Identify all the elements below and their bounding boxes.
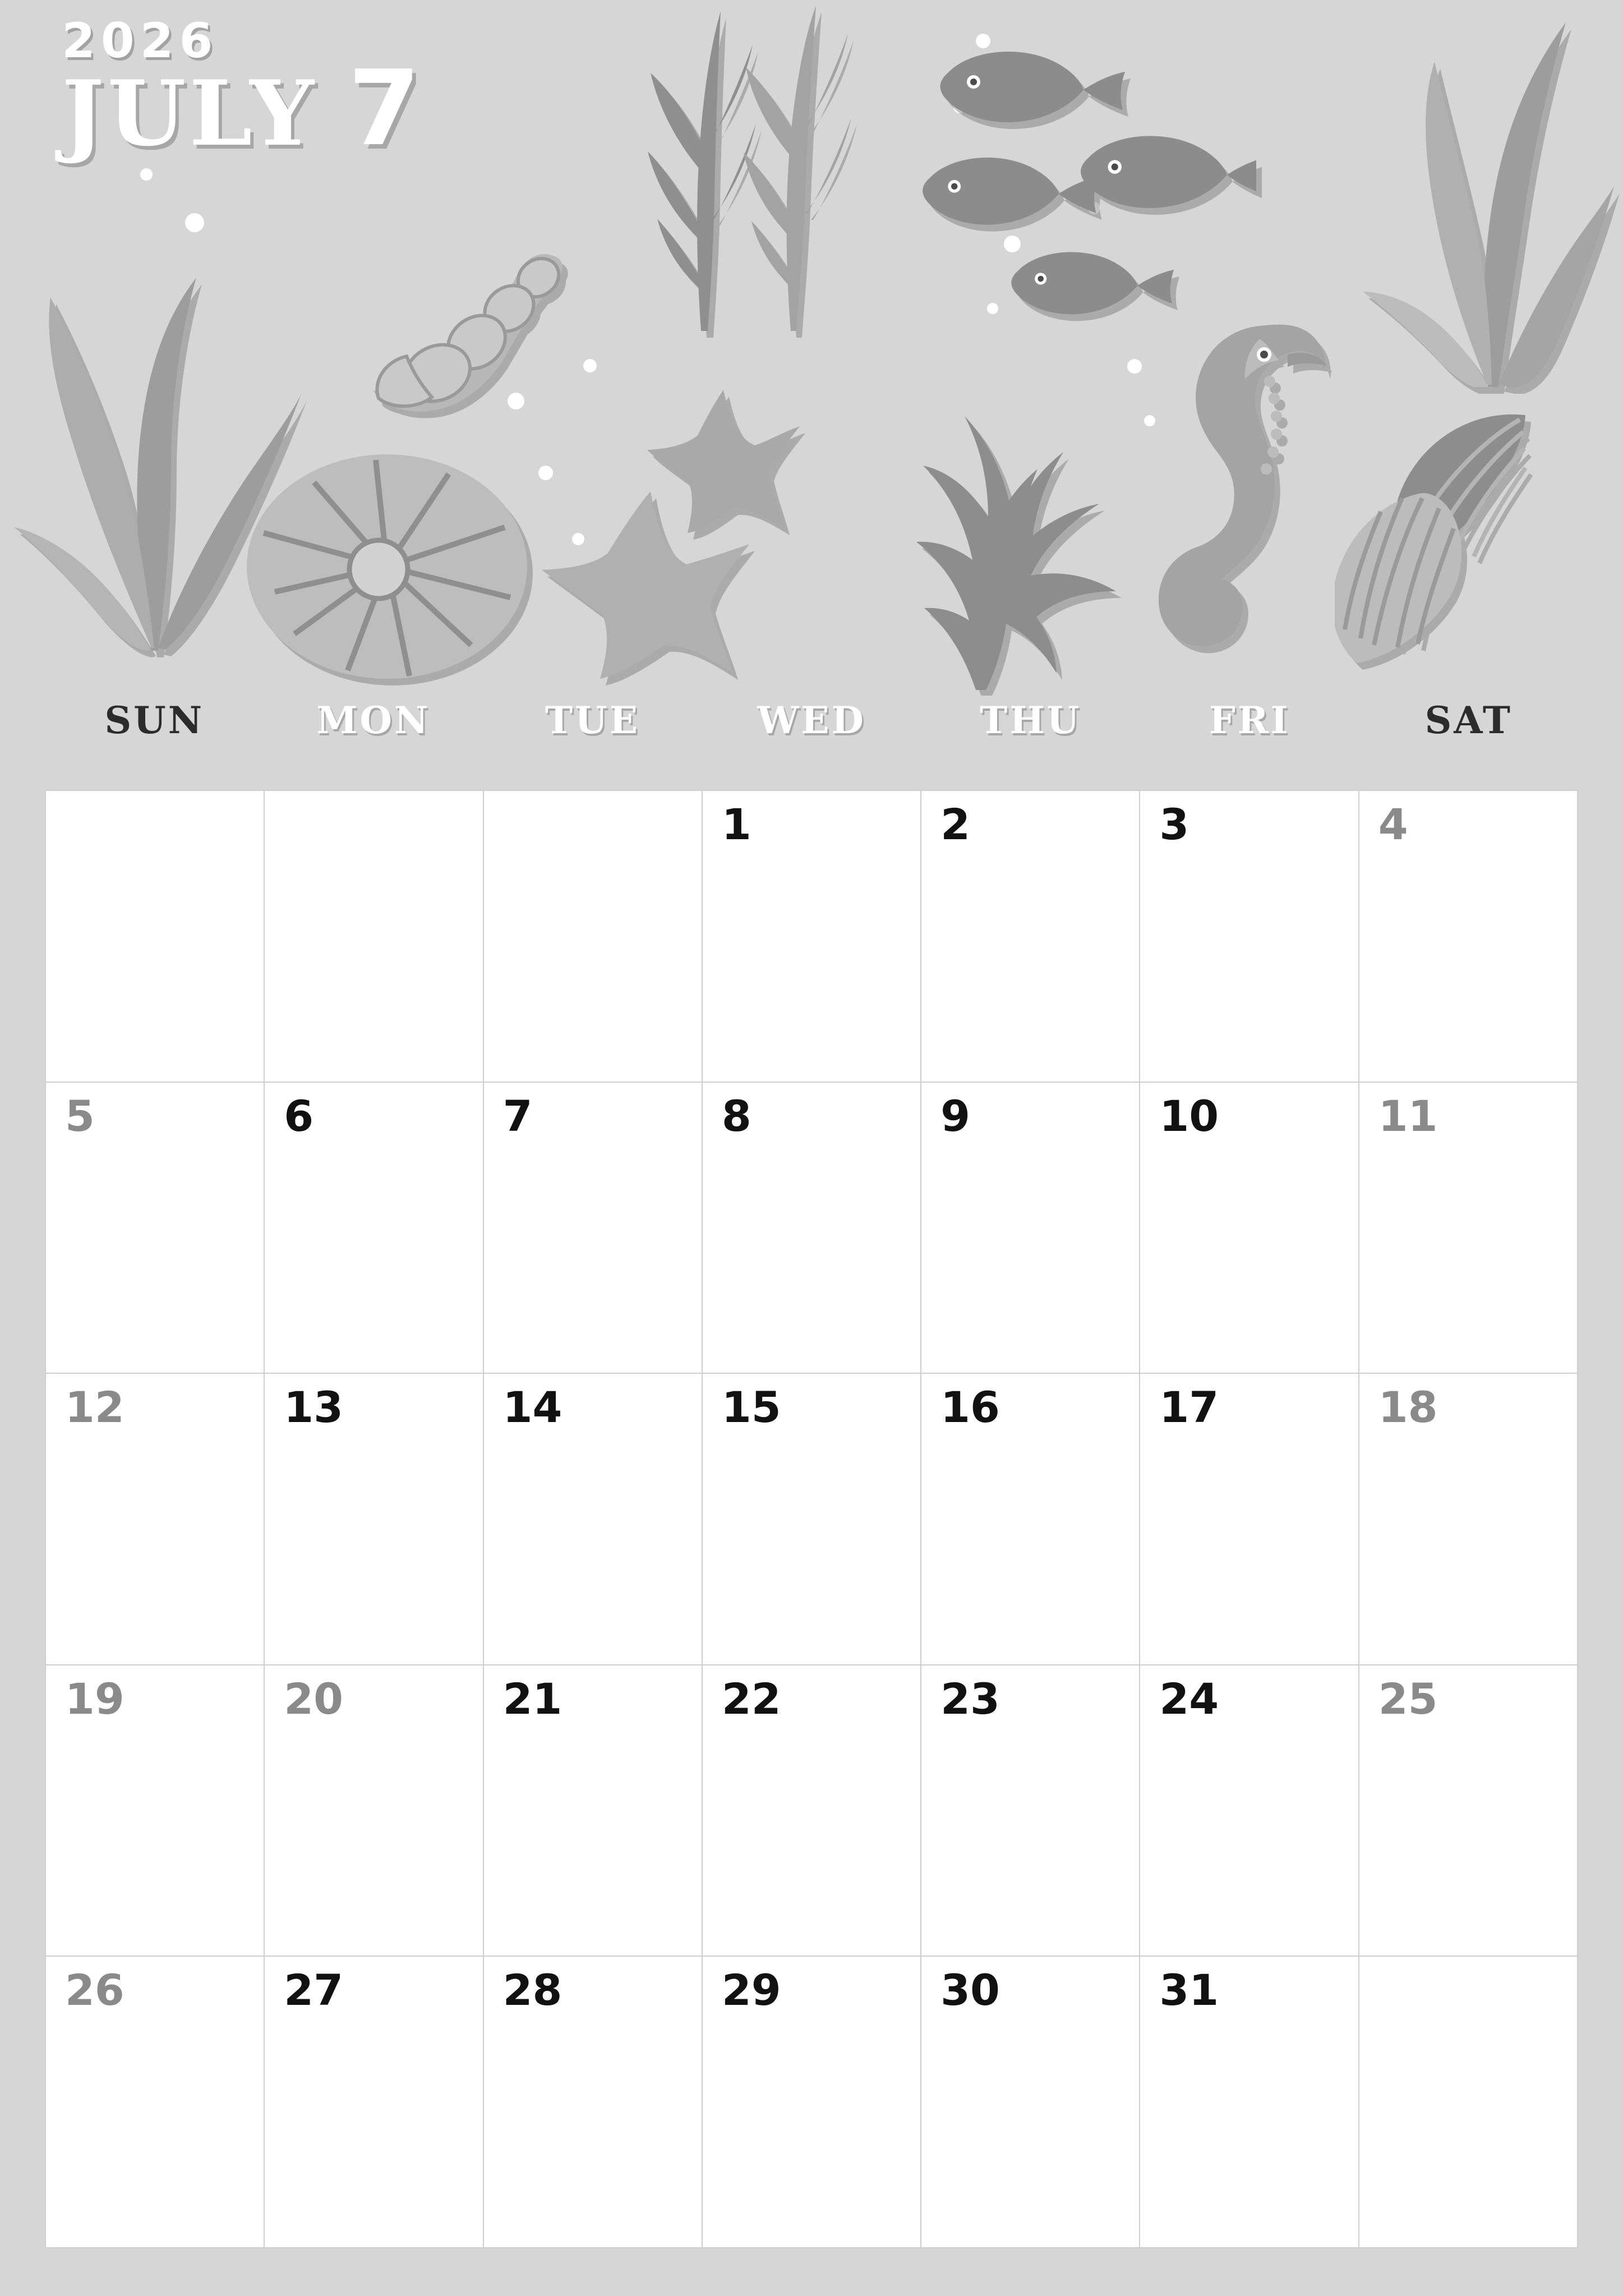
day-cell[interactable] xyxy=(1140,1665,1358,1956)
day-cell[interactable] xyxy=(46,1665,264,1956)
day-cell[interactable] xyxy=(921,1374,1139,1664)
weekday-fri: FRI xyxy=(1209,698,1290,742)
day-number: 9 xyxy=(940,1091,971,1141)
bubble-icon xyxy=(538,466,553,480)
weekday-thu: THU xyxy=(980,698,1082,742)
day-cell[interactable] xyxy=(484,1083,702,1373)
seaweed-right-icon xyxy=(1346,6,1615,387)
day-cell[interactable] xyxy=(46,1083,264,1373)
calendar-month-number: 7 xyxy=(348,48,421,169)
day-cell[interactable] xyxy=(921,1083,1139,1373)
spiral-shell-icon xyxy=(359,247,572,415)
day-cell[interactable] xyxy=(265,1957,482,2247)
day-cell[interactable] xyxy=(1359,1957,1577,2247)
day-cell[interactable] xyxy=(1359,791,1577,1082)
day-number: 30 xyxy=(940,1965,1000,2016)
day-cell[interactable] xyxy=(46,1957,264,2247)
coral-branch-icon xyxy=(836,353,1127,690)
day-number: 20 xyxy=(284,1673,344,1724)
day-number: 28 xyxy=(502,1965,562,2016)
day-cell[interactable] xyxy=(1359,1665,1577,1956)
day-cell[interactable] xyxy=(46,1374,264,1664)
day-number: 12 xyxy=(65,1382,125,1433)
day-number: 10 xyxy=(1159,1091,1219,1141)
weekday-wed: WED xyxy=(757,698,866,742)
day-cell[interactable] xyxy=(1140,1374,1358,1664)
day-cell[interactable] xyxy=(921,1665,1139,1956)
day-cell[interactable] xyxy=(484,1374,702,1664)
nautilus-shell-icon xyxy=(241,449,533,684)
weekday-tue: TUE xyxy=(545,698,640,742)
header-illustration xyxy=(0,0,1623,696)
day-number: 1 xyxy=(721,799,751,849)
scallop-shell-pair-icon xyxy=(1335,393,1537,673)
day-number: 17 xyxy=(1159,1382,1219,1433)
day-number: 4 xyxy=(1378,799,1408,849)
weekday-sun: SUN xyxy=(104,698,205,742)
weekday-mon: MON xyxy=(316,698,431,742)
day-number: 14 xyxy=(502,1382,562,1433)
day-number: 7 xyxy=(502,1091,533,1141)
day-number: 13 xyxy=(284,1382,344,1433)
day-cell[interactable] xyxy=(703,1957,920,2247)
bubble-icon xyxy=(1127,359,1142,374)
day-cell[interactable] xyxy=(484,1957,702,2247)
day-cell[interactable] xyxy=(265,1665,482,1956)
day-number: 26 xyxy=(65,1965,125,2016)
day-number: 29 xyxy=(721,1965,781,2016)
calendar-year: 2026 xyxy=(62,13,219,69)
day-cell[interactable] xyxy=(1359,1083,1577,1373)
day-number: 8 xyxy=(721,1091,751,1141)
day-number: 22 xyxy=(721,1673,781,1724)
seahorse-icon xyxy=(1144,314,1329,684)
day-cell[interactable] xyxy=(265,791,482,1082)
day-number: 21 xyxy=(502,1673,562,1724)
day-cell[interactable] xyxy=(484,1665,702,1956)
day-number: 3 xyxy=(1159,799,1189,849)
day-cell[interactable] xyxy=(1140,1957,1358,2247)
day-cell[interactable] xyxy=(265,1083,482,1373)
day-number: 2 xyxy=(940,799,971,849)
day-number: 18 xyxy=(1378,1382,1438,1433)
day-cell[interactable] xyxy=(46,791,264,1082)
weekday-sat: SAT xyxy=(1424,698,1513,742)
bubble-icon xyxy=(583,359,597,372)
fish-school-icon xyxy=(920,34,1256,325)
day-number: 31 xyxy=(1159,1965,1219,2016)
day-cell[interactable] xyxy=(703,1374,920,1664)
day-cell[interactable] xyxy=(703,1083,920,1373)
day-number: 5 xyxy=(65,1091,95,1141)
day-cell[interactable] xyxy=(921,791,1139,1082)
calendar-title xyxy=(62,13,421,169)
day-cell[interactable] xyxy=(1140,791,1358,1082)
calendar-month-name: JULY xyxy=(62,61,317,166)
day-cell[interactable] xyxy=(484,791,702,1082)
kelp-center-icon xyxy=(606,6,886,331)
day-cell[interactable] xyxy=(921,1957,1139,2247)
calendar-grid xyxy=(45,790,1578,2248)
day-cell[interactable] xyxy=(703,1665,920,1956)
day-number: 15 xyxy=(721,1382,781,1433)
day-number: 19 xyxy=(65,1673,125,1724)
day-cell[interactable] xyxy=(1140,1083,1358,1373)
day-number: 16 xyxy=(940,1382,1000,1433)
bubble-icon xyxy=(140,168,153,181)
day-number: 6 xyxy=(284,1091,314,1141)
day-cell[interactable] xyxy=(1359,1374,1577,1664)
weekday-header xyxy=(45,698,1578,742)
day-cell[interactable] xyxy=(265,1374,482,1664)
day-number: 27 xyxy=(284,1965,344,2016)
day-number: 11 xyxy=(1378,1091,1438,1141)
day-number: 24 xyxy=(1159,1673,1219,1724)
day-cell[interactable] xyxy=(703,791,920,1082)
day-number: 25 xyxy=(1378,1673,1438,1724)
starfish-lower-icon xyxy=(538,488,751,679)
day-number: 23 xyxy=(940,1673,1000,1724)
